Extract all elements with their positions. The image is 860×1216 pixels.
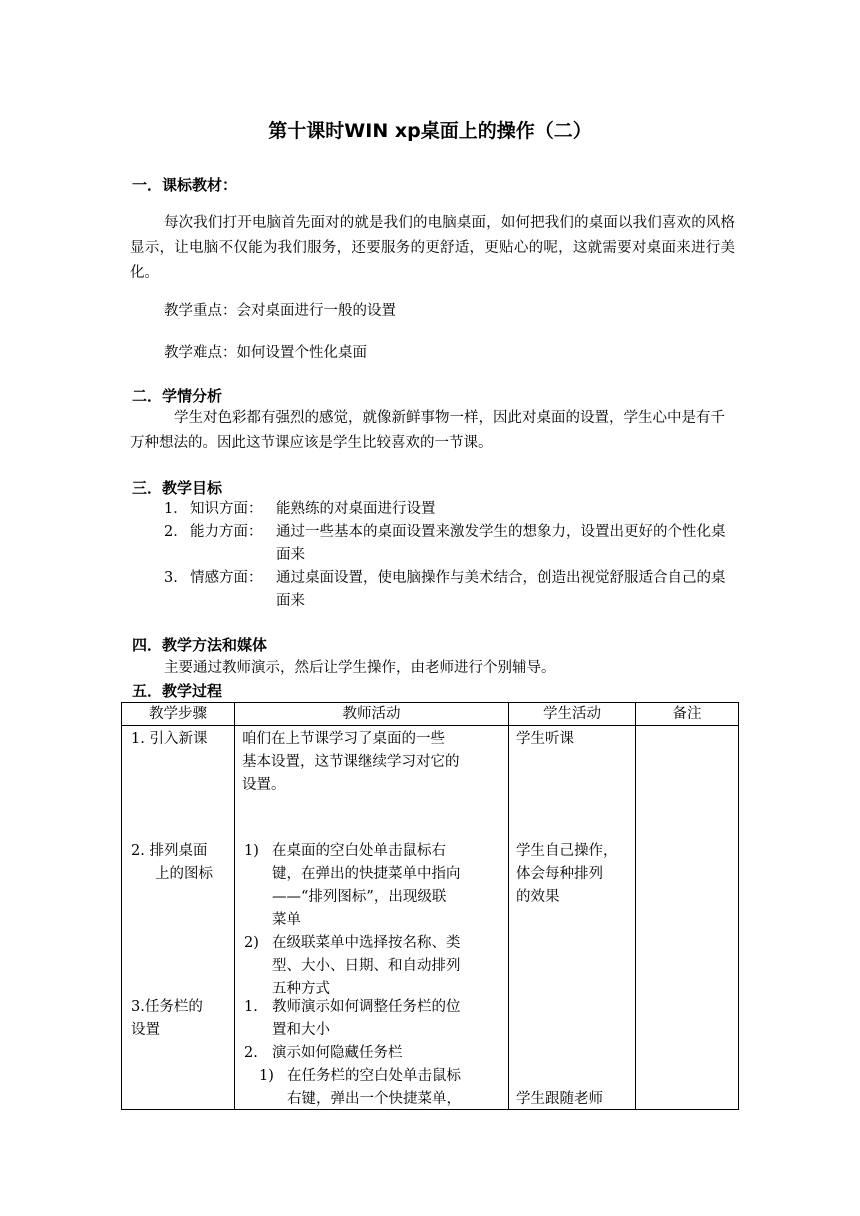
teacher-text-line: 右键，弹出一个快捷菜单， — [287, 1091, 461, 1107]
section-4-paragraph: 主要通过教师演示，然后让学生操作，由老师进行个别辅导。 — [164, 660, 556, 676]
goal-item — [164, 498, 734, 521]
list-number: 1) — [259, 1068, 274, 1084]
key-point: 教学重点：会对桌面进行一般的设置 — [164, 303, 396, 319]
section-heading-5: 五．教学过程 — [132, 682, 223, 700]
student-text-line: 体会每种排列 — [516, 866, 603, 882]
section-2-paragraph: 学生对色彩都有强烈的感觉，就像新鲜事物一样，因此对桌面的设置，学生心中是有千万种想法的。因此这节课应该是学生比较喜欢的一节课。 — [130, 410, 725, 451]
goal-text: 能熟练的对桌面进行设置 — [276, 501, 436, 517]
steps-cell — [122, 726, 235, 1110]
teacher-text-line: 演示如何隐藏任务栏 — [272, 1045, 403, 1061]
step-label: 2. 排列桌面 — [131, 843, 208, 859]
student-text-line: 的效果 — [516, 889, 560, 905]
teacher-text-line: 菜单 — [272, 912, 301, 928]
teacher-text-line: 基本设置，这节课继续学习对它的 — [242, 754, 460, 770]
student-text-line: 学生自己操作， — [516, 843, 618, 859]
table-header-row — [122, 703, 739, 726]
difficulty: 教学难点：如何设置个性化桌面 — [164, 345, 367, 361]
section-heading-2: 二．学情分析 — [132, 387, 223, 405]
teacher-text-line: ——“排列图标”，出现级联 — [272, 889, 447, 905]
teacher-text-line: 咱们在上节课学习了桌面的一些 — [242, 731, 445, 747]
teacher-text-line: 设置。 — [242, 777, 286, 793]
column-header: 教师活动 — [235, 703, 509, 726]
column-header: 教学步骤 — [122, 703, 235, 726]
goal-text: 通过一些基本的桌面设置来激发学生的想象力，设置出更好的个性化桌面来 — [276, 524, 726, 563]
step-label: 上的图标 — [155, 866, 213, 882]
list-number: 2) — [244, 935, 259, 951]
teacher-text-line: 教师演示如何调整任务栏的位 — [272, 999, 461, 1015]
list-number: 1) — [244, 843, 259, 859]
goal-item — [164, 567, 734, 613]
step-label: 1. 引入新课 — [131, 731, 208, 747]
table-row — [122, 726, 739, 1110]
step-label: 设置 — [131, 1022, 160, 1038]
teacher-text-line: 在级联菜单中选择按名称、类 — [272, 935, 461, 951]
goal-number: 2． — [164, 524, 188, 540]
student-activity-cell — [509, 726, 636, 1110]
goal-label: 情感方面： — [190, 570, 263, 586]
document-title: 第十课时WIN xp桌面上的操作（二） — [268, 120, 592, 142]
teacher-activity-cell — [235, 726, 509, 1110]
goal-number: 3. — [164, 570, 178, 586]
goal-label: 知识方面： — [190, 501, 263, 517]
goal-text: 通过桌面设置，使电脑操作与美术结合，创造出视觉舒服适合自己的桌面来 — [276, 570, 726, 609]
column-header: 学生活动 — [509, 703, 636, 726]
teacher-text-line: 在任务栏的空白处单击鼠标 — [287, 1068, 461, 1084]
note-cell — [636, 726, 739, 1110]
section-heading-4: 四．教学方法和媒体 — [132, 636, 268, 654]
teacher-text-line: 在桌面的空白处单击鼠标右 — [272, 843, 446, 859]
teacher-text-line: 五种方式 — [272, 981, 330, 997]
teaching-process-table — [121, 702, 739, 1110]
student-text-line: 学生听课 — [516, 731, 574, 747]
step-label: 3.任务栏的 — [131, 999, 203, 1015]
section-heading-3: 三．教学目标 — [132, 479, 223, 497]
list-number: 2. — [244, 1045, 258, 1061]
goal-number: 1． — [164, 501, 188, 517]
student-text-line: 学生跟随老师 — [516, 1091, 603, 1107]
teacher-text-line: 型、大小、日期、和自动排列 — [272, 958, 461, 974]
teacher-text-line: 置和大小 — [272, 1022, 330, 1038]
list-number: 1. — [244, 999, 258, 1015]
column-header: 备注 — [636, 703, 739, 726]
section-heading-1: 一．课标教材： — [132, 176, 238, 194]
section-1-paragraph: 每次我们打开电脑首先面对的就是我们的电脑桌面，如何把我们的桌面以我们喜欢的风格显示，让电脑不仅能为我们服务，还要服务的更舒适，更贴心的呢，这就需要对桌面来进行美化。 — [130, 215, 735, 281]
goal-label: 能力方面： — [190, 524, 263, 540]
goal-item — [164, 521, 734, 567]
teacher-text-line: 键，在弹出的快捷菜单中指向 — [272, 866, 461, 882]
